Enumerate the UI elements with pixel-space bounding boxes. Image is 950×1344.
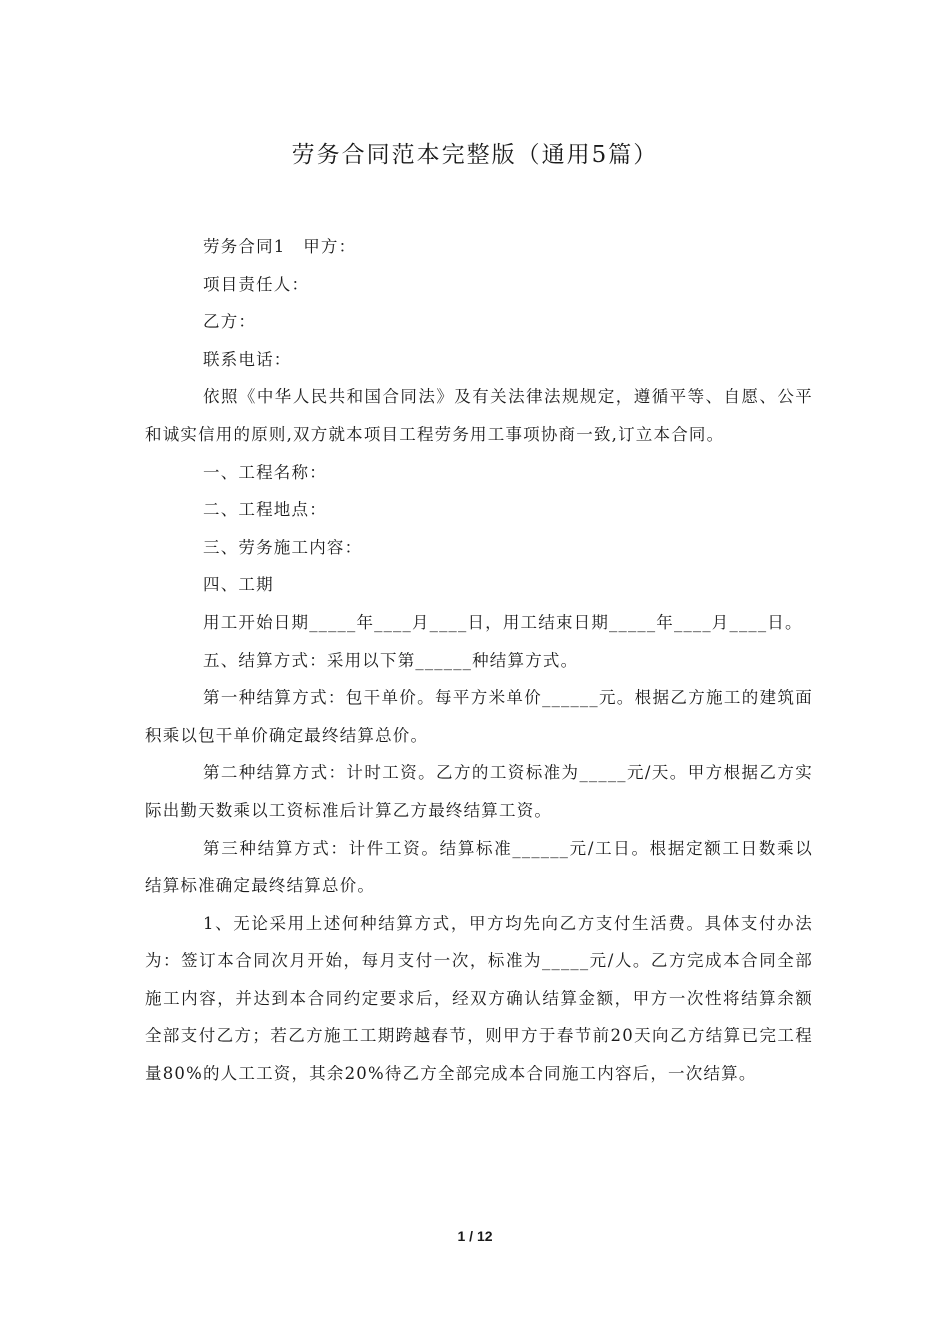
paragraph-project-lead: 项目责任人： — [203, 274, 310, 294]
paragraph-work-content: 三、劳务施工内容： — [203, 537, 363, 557]
paragraph-method-three: 第三种结算方式：计件工资。结算标准______元/工日。根据定额工日数乘以结算标准确定最终结算总价。 — [145, 838, 813, 896]
paragraph-party-b: 乙方： — [203, 312, 257, 332]
paragraph-method-one: 第一种结算方式：包干单价。每平方米单价______元。根据乙方施工的建筑面积乘以包干单价确定最终结算总价。 — [145, 688, 813, 745]
paragraph-method-two: 第二种结算方式：计时工资。乙方的工资标准为_____元/天。甲方根据乙方实际出勤天数乘以工资标准后计算乙方最终结算工资。 — [145, 763, 813, 820]
document-title: 劳务合同范本完整版（通用5篇） — [291, 142, 659, 168]
paragraph-schedule-dates: 用工开始日期_____年____月____日，用工结束日期_____年____月____日。 — [203, 612, 803, 632]
paragraph-payment-terms: 1、无论采用上述何种结算方式，甲方均先向乙方支付生活费。具体支付办法为：签订本合同次月开始，每月支付一次，标准为_____元/人。乙方完成本合同全部施工内容，并达到本合同约定要求后，经双方确认结算金额，甲方一次性将结算余额全部支付乙方；若乙方施工工期跨越春节，则甲方于春节前20天向乙方结算已完工程量80%的人工工资，其余20%待乙方全部完成本合同施工内容后，一次结算。 — [145, 913, 813, 1084]
paragraph-legal-basis: 依照《中华人民共和国合同法》及有关法律法规规定，遵循平等、自愿、公平和诚实信用的原则,双方就本项目工程劳务用工事项协商一致,订立本合同。 — [145, 387, 813, 444]
paragraph-project-name: 一、工程名称： — [203, 462, 327, 482]
paragraph-contract-party-a: 劳务合同1 甲方： — [203, 237, 357, 256]
document-body — [145, 228, 813, 1093]
paragraph-schedule-heading: 四、工期 — [203, 575, 274, 595]
page-number: 1 / 12 — [457, 1228, 493, 1244]
paragraph-settlement-method: 五、结算方式：采用以下第______种结算方式。 — [203, 650, 579, 670]
paragraph-project-location: 二、工程地点： — [203, 500, 327, 520]
paragraph-phone: 联系电话： — [203, 349, 292, 369]
